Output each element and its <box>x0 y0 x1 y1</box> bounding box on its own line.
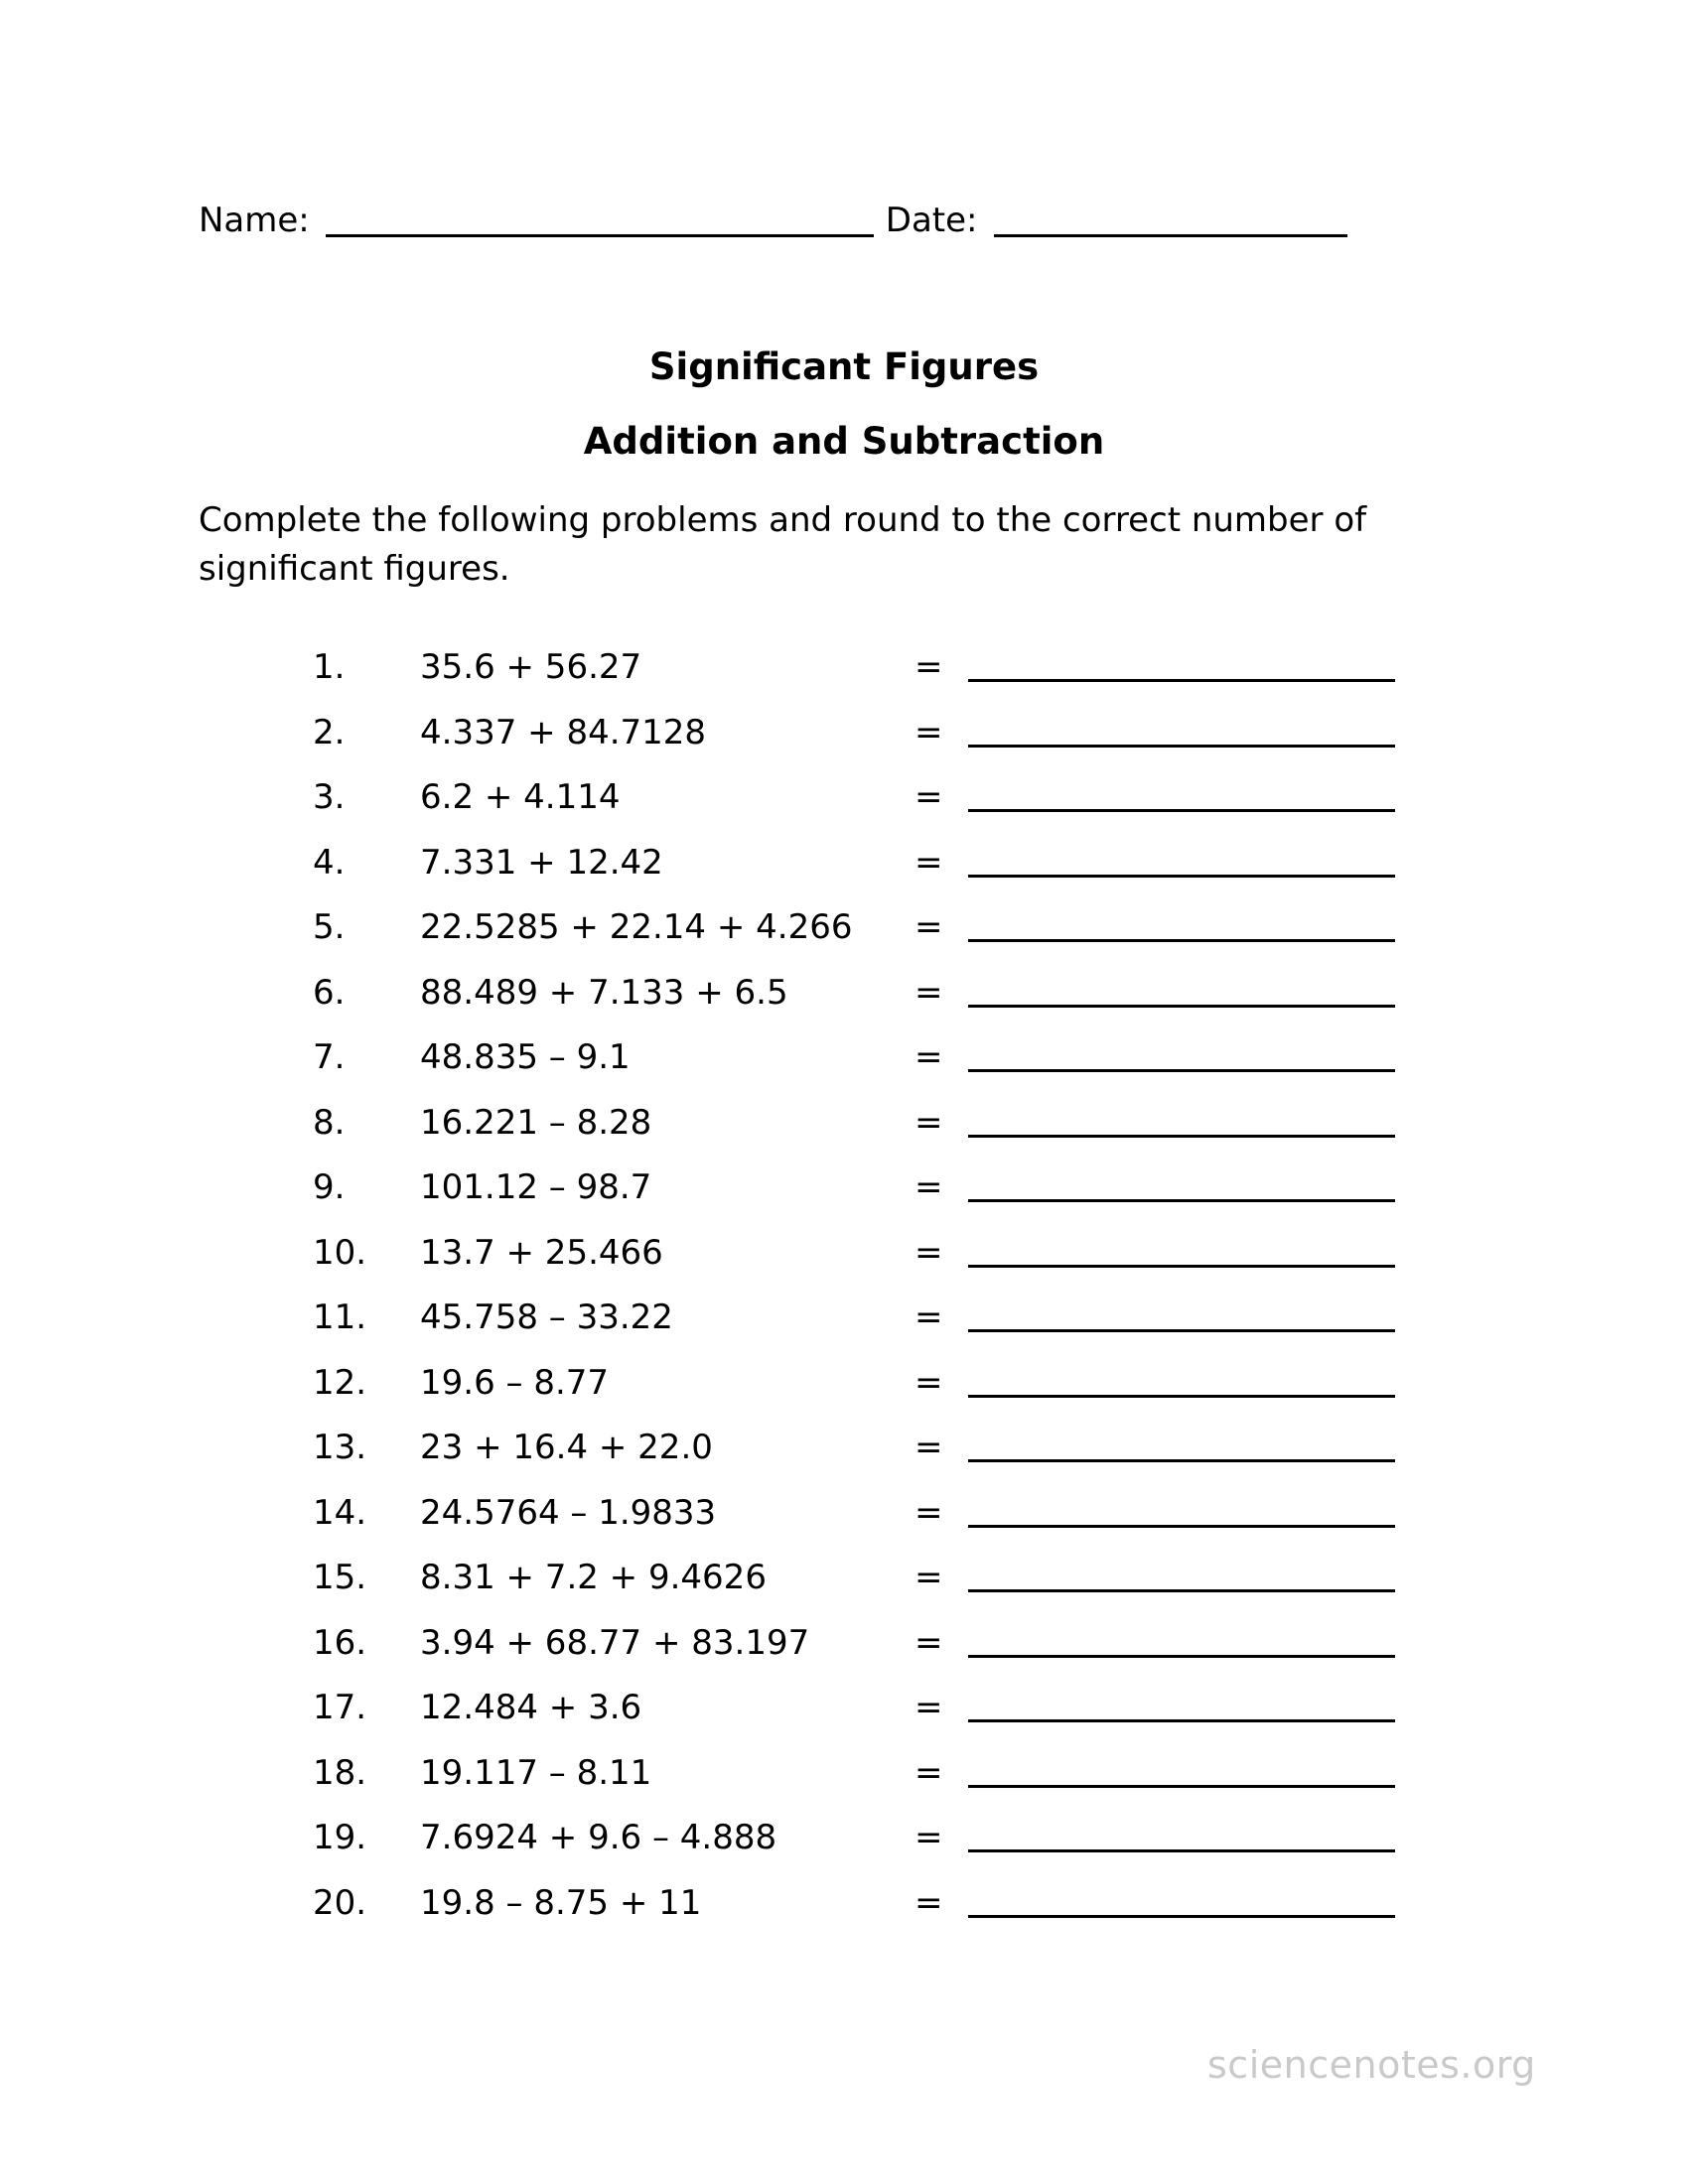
problem-expression: 19.8 – 8.75 + 11 <box>420 1882 702 1923</box>
equals-sign: = <box>914 842 943 883</box>
problem-row <box>0 1817 1688 1882</box>
problem-number: 7. <box>313 1037 346 1077</box>
problem-number: 2. <box>313 712 346 752</box>
equals-sign: = <box>914 1362 943 1403</box>
problem-expression: 4.337 + 84.7128 <box>420 712 707 752</box>
answer-blank-line <box>968 906 1395 942</box>
problem-number: 19. <box>313 1818 367 1857</box>
problem-expression: 101.12 – 98.7 <box>420 1167 652 1207</box>
problem-number: 15. <box>313 1558 367 1597</box>
problem-number: 10. <box>313 1232 367 1273</box>
problem-number: 4. <box>313 842 346 883</box>
equals-sign: = <box>914 907 943 947</box>
answer-blank-line <box>968 1102 1395 1138</box>
problem-row <box>0 712 1688 777</box>
problem-row <box>0 1622 1688 1688</box>
answer-blank-line <box>968 1362 1395 1398</box>
equals-sign: = <box>914 1037 943 1077</box>
problem-row <box>0 1232 1688 1297</box>
answer-blank-line <box>968 972 1395 1008</box>
answer-blank-line <box>968 1036 1395 1072</box>
instructions-line-2: significant figures. <box>199 549 510 589</box>
answer-blank-line <box>968 1232 1395 1268</box>
page-subtitle: Addition and Subtraction <box>583 420 1105 463</box>
problem-list <box>0 646 1688 1947</box>
problem-row <box>0 646 1688 712</box>
equals-sign: = <box>914 647 943 687</box>
problem-row <box>0 906 1688 972</box>
problem-expression: 13.7 + 25.466 <box>420 1232 663 1273</box>
equals-sign: = <box>914 1102 943 1143</box>
answer-blank-line <box>968 1297 1395 1332</box>
problem-expression: 8.31 + 7.2 + 9.4626 <box>420 1558 767 1597</box>
problem-expression: 3.94 + 68.77 + 83.197 <box>420 1622 810 1663</box>
equals-sign: = <box>914 1752 943 1793</box>
answer-blank-line <box>968 1687 1395 1722</box>
name-date-row <box>199 201 1347 240</box>
problem-expression: 35.6 + 56.27 <box>420 647 642 687</box>
answer-blank-line <box>968 1492 1395 1528</box>
watermark-text: sciencenotes.org <box>1207 2043 1536 2087</box>
problem-row <box>0 1166 1688 1232</box>
problem-row <box>0 1362 1688 1428</box>
problem-number: 9. <box>313 1167 346 1207</box>
problem-row <box>0 1687 1688 1752</box>
answer-blank-line <box>968 1817 1395 1852</box>
problem-row <box>0 1882 1688 1948</box>
problem-number: 1. <box>313 647 346 687</box>
problem-number: 14. <box>313 1492 367 1533</box>
instructions-line-1: Complete the following problems and round to the correct number of <box>199 500 1367 540</box>
answer-blank-line <box>968 712 1395 748</box>
problem-row <box>0 1297 1688 1362</box>
problem-expression: 23 + 16.4 + 22.0 <box>420 1428 713 1467</box>
problem-number: 16. <box>313 1622 367 1663</box>
problem-expression: 6.2 + 4.114 <box>420 777 621 817</box>
problem-expression: 7.6924 + 9.6 – 4.888 <box>420 1818 777 1857</box>
problem-expression: 88.489 + 7.133 + 6.5 <box>420 972 788 1013</box>
problem-expression: 24.5764 – 1.9833 <box>420 1492 717 1533</box>
problem-expression: 48.835 – 9.1 <box>420 1037 631 1077</box>
problem-row <box>0 842 1688 907</box>
problem-number: 11. <box>313 1297 367 1337</box>
equals-sign: = <box>914 777 943 817</box>
problem-expression: 22.5285 + 22.14 + 4.266 <box>420 907 853 947</box>
equals-sign: = <box>914 712 943 752</box>
date-label: Date: <box>885 201 978 240</box>
problem-expression: 19.117 – 8.11 <box>420 1752 652 1793</box>
answer-blank-line <box>968 776 1395 812</box>
problem-row <box>0 1557 1688 1622</box>
problem-number: 3. <box>313 777 346 817</box>
problem-row <box>0 1427 1688 1492</box>
equals-sign: = <box>914 1622 943 1663</box>
answer-blank-line <box>968 1752 1395 1788</box>
problem-expression: 12.484 + 3.6 <box>420 1688 642 1727</box>
instructions <box>199 496 1489 594</box>
equals-sign: = <box>914 1492 943 1533</box>
problem-number: 6. <box>313 972 346 1013</box>
equals-sign: = <box>914 1688 943 1727</box>
equals-sign: = <box>914 1558 943 1597</box>
problem-expression: 16.221 – 8.28 <box>420 1102 652 1143</box>
problem-number: 12. <box>313 1362 367 1403</box>
problem-number: 17. <box>313 1688 367 1727</box>
equals-sign: = <box>914 1232 943 1273</box>
problem-number: 8. <box>313 1102 346 1143</box>
problem-number: 13. <box>313 1428 367 1467</box>
answer-blank-line <box>968 1427 1395 1462</box>
answer-blank-line <box>968 1557 1395 1592</box>
name-blank-line <box>326 201 874 237</box>
equals-sign: = <box>914 1428 943 1467</box>
page-title: Significant Figures <box>648 345 1040 388</box>
problem-expression: 19.6 – 8.77 <box>420 1362 610 1403</box>
name-label: Name: <box>199 201 310 240</box>
problem-row <box>0 972 1688 1037</box>
problem-row <box>0 1036 1688 1102</box>
problem-number: 20. <box>313 1882 367 1923</box>
answer-blank-line <box>968 1622 1395 1658</box>
equals-sign: = <box>914 1882 943 1923</box>
problem-row <box>0 1492 1688 1558</box>
date-blank-line <box>994 201 1347 237</box>
answer-blank-line <box>968 1882 1395 1918</box>
problem-row <box>0 1102 1688 1167</box>
answer-blank-line <box>968 1166 1395 1202</box>
equals-sign: = <box>914 972 943 1013</box>
problem-row <box>0 1752 1688 1818</box>
problem-expression: 7.331 + 12.42 <box>420 842 663 883</box>
equals-sign: = <box>914 1167 943 1207</box>
problem-expression: 45.758 – 33.22 <box>420 1297 673 1337</box>
equals-sign: = <box>914 1818 943 1857</box>
problem-row <box>0 776 1688 842</box>
problem-number: 5. <box>313 907 346 947</box>
problem-number: 18. <box>313 1752 367 1793</box>
answer-blank-line <box>968 842 1395 878</box>
equals-sign: = <box>914 1297 943 1337</box>
answer-blank-line <box>968 646 1395 682</box>
